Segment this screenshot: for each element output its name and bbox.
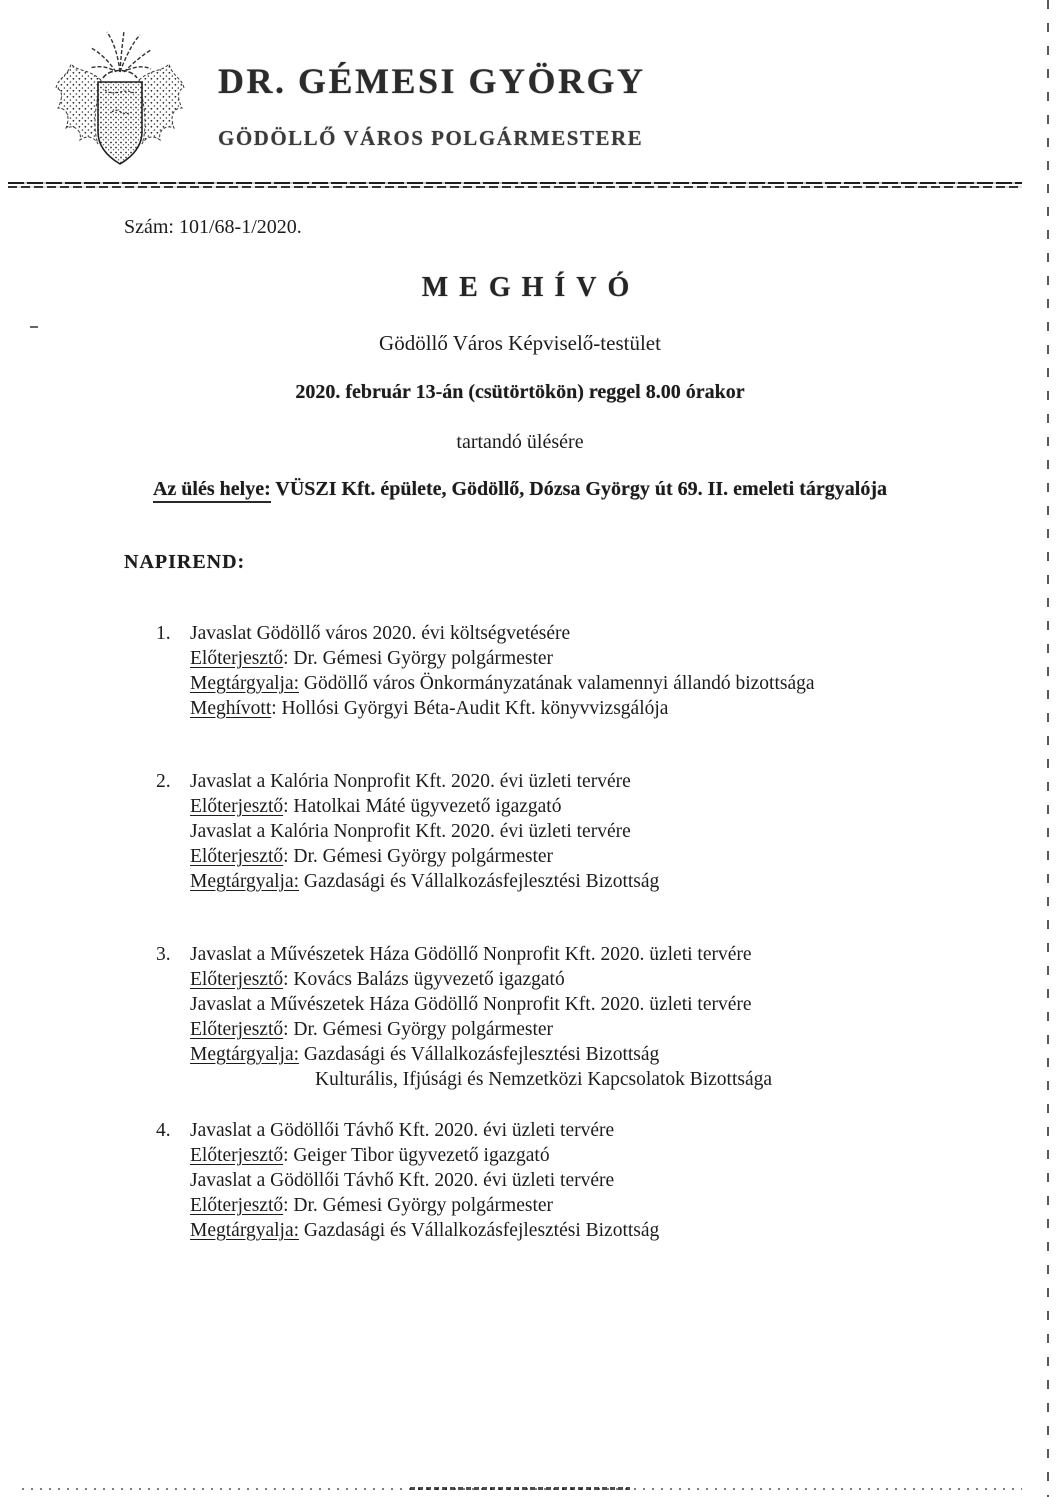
- reference-number: Szám: 101/68-1/2020.: [124, 216, 302, 238]
- agenda-line: Javaslat a Művészetek Háza Gödöllő Nonprofit Kft. 2020. üzleti tervére: [190, 944, 752, 965]
- agenda-line-label: Meghívott: [190, 698, 272, 719]
- agenda-item: [156, 1118, 966, 1243]
- agenda-line-label: Megtárgyalja:: [190, 673, 300, 694]
- invite-title: MEGHÍVÓ: [421, 272, 641, 303]
- agenda-line: Javaslat a Művészetek Háza Gödöllő Nonprofit Kft. 2020. üzleti tervére: [190, 994, 752, 1015]
- agenda-item: [156, 621, 966, 721]
- location-text: VÜSZI Kft. épülete, Gödöllő, Dózsa György út 69. II. emeleti tárgyalója: [270, 478, 887, 500]
- agenda-item: [156, 942, 966, 1092]
- agenda-item-body: [190, 942, 966, 1092]
- agenda-line-label: Előterjesztő: [190, 796, 284, 817]
- agenda-item-number: 3.: [156, 944, 171, 965]
- agenda-line-label: Előterjesztő: [190, 846, 284, 867]
- agenda-line: Megtárgyalja: Gazdasági és Vállalkozásfejlesztési Bizottság: [190, 1044, 660, 1065]
- agenda-line: Előterjesztő: Hatolkai Máté ügyvezető igazgató: [190, 796, 562, 817]
- divider-line-bottom: [8, 186, 1022, 188]
- agenda-line: Előterjesztő: Dr. Gémesi György polgármester: [190, 1195, 554, 1216]
- letterhead-name: DR. GÉMESI GYÖRGY: [218, 61, 646, 101]
- body-line: Gödöllő Város Képviselő-testület: [379, 331, 661, 355]
- location-label: Az ülés helye:: [153, 478, 271, 503]
- agenda-line: Előterjesztő: Dr. Gémesi György polgármester: [190, 648, 554, 669]
- agenda-line: Meghívott: Hollósi Györgyi Béta-Audit Kft. könyvvizsgálója: [190, 698, 669, 719]
- agenda-line: Javaslat a Kalória Nonprofit Kft. 2020. évi üzleti tervére: [190, 771, 631, 792]
- agenda-line: Megtárgyalja: Gazdasági és Vállalkozásfejlesztési Bizottság: [190, 1220, 660, 1241]
- agenda-item: [156, 769, 966, 894]
- agenda-item-number: 1.: [156, 623, 171, 644]
- agenda-list: [156, 621, 966, 1243]
- agenda-line: Megtárgyalja: Gazdasági és Vállalkozásfejlesztési Bizottság: [190, 871, 660, 892]
- agenda-line: Megtárgyalja: Gödöllő város Önkormányzatának valamennyi állandó bizottsága: [190, 673, 815, 694]
- agenda-line: Kulturális, Ifjúsági és Nemzetközi Kapcsolatok Bizottsága: [315, 1069, 773, 1090]
- agenda-heading: NAPIREND:: [124, 551, 246, 573]
- letterhead-title: GÖDÖLLŐ VÁROS POLGÁRMESTERE: [218, 126, 644, 150]
- coat-of-arms-icon: [44, 26, 196, 172]
- agenda-line-label: Megtárgyalja:: [190, 871, 300, 892]
- agenda-line-label: Előterjesztő: [190, 1145, 284, 1166]
- divider-line-top: [8, 182, 1022, 184]
- agenda-line-label: Előterjesztő: [190, 1019, 284, 1040]
- letterhead: [218, 58, 698, 151]
- datetime-line: 2020. február 13-án (csütörtökön) reggel 8.00 órakor: [295, 381, 745, 403]
- agenda-line: Előterjesztő: Dr. Gémesi György polgármester: [190, 1019, 554, 1040]
- agenda-line: Előterjesztő: Dr. Gémesi György polgármester: [190, 846, 554, 867]
- agenda-line: Javaslat a Gödöllői Távhő Kft. 2020. évi üzleti tervére: [190, 1170, 615, 1191]
- agenda-item-body: [190, 621, 966, 721]
- agenda-line-label: Előterjesztő: [190, 969, 284, 990]
- scan-speckle: [30, 326, 38, 328]
- agenda-line-label: Előterjesztő: [190, 648, 284, 669]
- agenda-line: Előterjesztő: Geiger Tibor ügyvezető igazgató: [190, 1145, 550, 1166]
- agenda-item-number: 2.: [156, 771, 171, 792]
- session-line: tartandó ülésére: [456, 431, 584, 453]
- agenda-line: Javaslat a Kalória Nonprofit Kft. 2020. évi üzleti tervére: [190, 821, 631, 842]
- agenda-item-body: [190, 769, 966, 894]
- letterhead-divider: [8, 182, 1022, 188]
- scan-edge-artifact-bottom-dense: [410, 1487, 630, 1490]
- agenda-line-label: Megtárgyalja:: [190, 1044, 300, 1065]
- agenda-line-label: Megtárgyalja:: [190, 1220, 300, 1241]
- scan-edge-artifact-right: [1047, 0, 1049, 1497]
- agenda-item-number: 4.: [156, 1120, 171, 1141]
- agenda-line: Javaslat Gödöllő város 2020. évi költségvetésére: [190, 623, 571, 644]
- agenda-line: Előterjesztő: Kovács Balázs ügyvezető igazgató: [190, 969, 565, 990]
- location-line: [0, 478, 1040, 501]
- agenda-item-body: [190, 1118, 966, 1243]
- agenda-line-label: Előterjesztő: [190, 1195, 284, 1216]
- agenda-line: Javaslat a Gödöllői Távhő Kft. 2020. évi üzleti tervére: [190, 1120, 615, 1141]
